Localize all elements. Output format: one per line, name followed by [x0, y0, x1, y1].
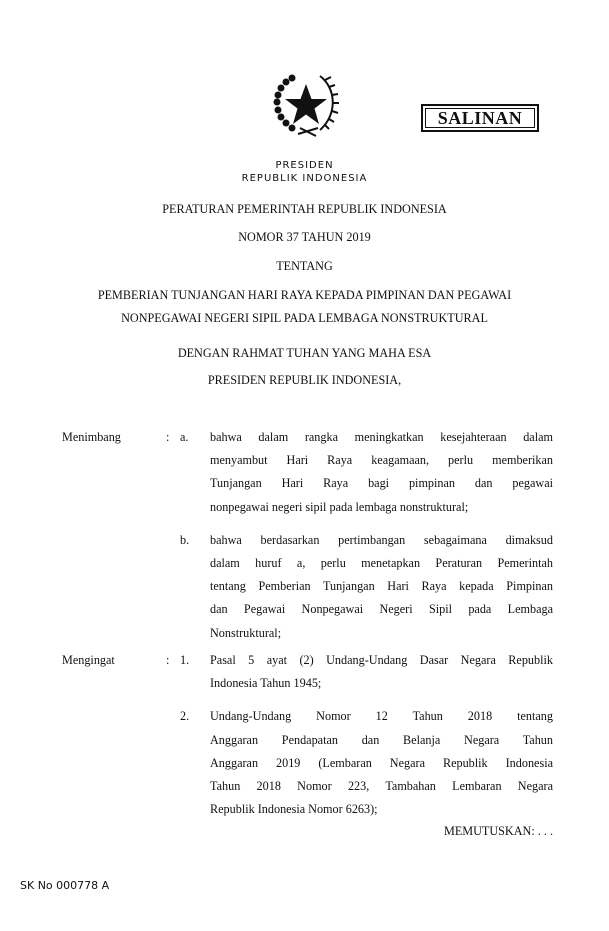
item-text-line: Nonstruktural;: [210, 625, 282, 640]
item-text-line: menyambut Hari Raya keagamaan, perlu memberikan: [210, 453, 553, 468]
issuer-line-2: REPUBLIK INDONESIA: [241, 173, 368, 184]
item-marker: a.: [180, 430, 189, 444]
item-text-line: Indonesia Tahun 1945;: [210, 676, 322, 691]
item-marker: b.: [180, 532, 190, 547]
continuation-marker: MEMUTUSKAN: . . .: [443, 824, 553, 838]
item-text-line: tentang Pemberian Tunjangan Hari Raya kepada Pimpinan: [210, 579, 553, 594]
preamble-invocation: DENGAN RAHMAT TUHAN YANG MAHA ESA: [177, 346, 432, 360]
item-text-line: Anggaran Pendapatan dan Belanja Negara Tahun: [210, 732, 553, 747]
item-marker: 2.: [180, 709, 190, 724]
subject-line-2: NONPEGAWAI NEGERI SIPIL PADA LEMBAGA NONSTRUKTURAL: [121, 311, 488, 325]
item-text-line: Anggaran 2019 (Lembaran Negara Republik Indonesia: [210, 755, 553, 770]
item-text-line: Republik Indonesia Nomor 6263);: [210, 802, 378, 817]
issuer-line-1: PRESIDEN: [275, 160, 334, 171]
salinan-stamp: SALINAN: [421, 104, 539, 132]
tentang-heading: TENTANG: [276, 259, 333, 273]
regulation-type: PERATURAN PEMERINTAH REPUBLIK INDONESIA: [162, 202, 447, 216]
section-label: Menimbang: [62, 430, 121, 444]
section-colon: :: [166, 653, 170, 667]
item-text-line: bahwa dalam rangka meningkatkan kesejahteraan dalam: [210, 430, 553, 444]
item-text-line: dan Pegawai Nonpegawai Negeri Sipil pada Lembaga: [210, 602, 553, 617]
preamble-president: PRESIDEN REPUBLIK INDONESIA,: [207, 373, 402, 387]
item-text-line: Undang-Undang Nomor 12 Tahun 2018 tentang: [210, 709, 553, 724]
item-text-line: nonpegawai negeri sipil pada lembaga nonstruktural;: [210, 499, 469, 514]
item-text-line: dalam huruf a, perlu menetapkan Peraturan Pemerintah: [210, 556, 553, 570]
regulation-number: NOMOR 37 TAHUN 2019: [238, 230, 371, 244]
section-label: Mengingat: [62, 653, 115, 667]
item-text-line: Tunjangan Hari Raya bagi pimpinan dan pegawai: [210, 476, 553, 491]
item-text-line: bahwa berdasarkan pertimbangan sebagaimana dimaksud: [210, 532, 553, 547]
item-marker: 1.: [180, 653, 190, 667]
item-text-line: Tahun 2018 Nomor 223, Tambahan Lembaran Negara: [210, 779, 553, 793]
subject-line-1: PEMBERIAN TUNJANGAN HARI RAYA KEPADA PIMPINAN DAN PEGAWAI: [97, 288, 512, 302]
garuda-star-emblem-icon: [270, 70, 342, 140]
item-text-line: Pasal 5 ayat (2) Undang-Undang Dasar Negara Republik: [210, 653, 553, 667]
serial-number: SK No 000778 A: [20, 879, 110, 892]
section-colon: :: [166, 430, 170, 444]
